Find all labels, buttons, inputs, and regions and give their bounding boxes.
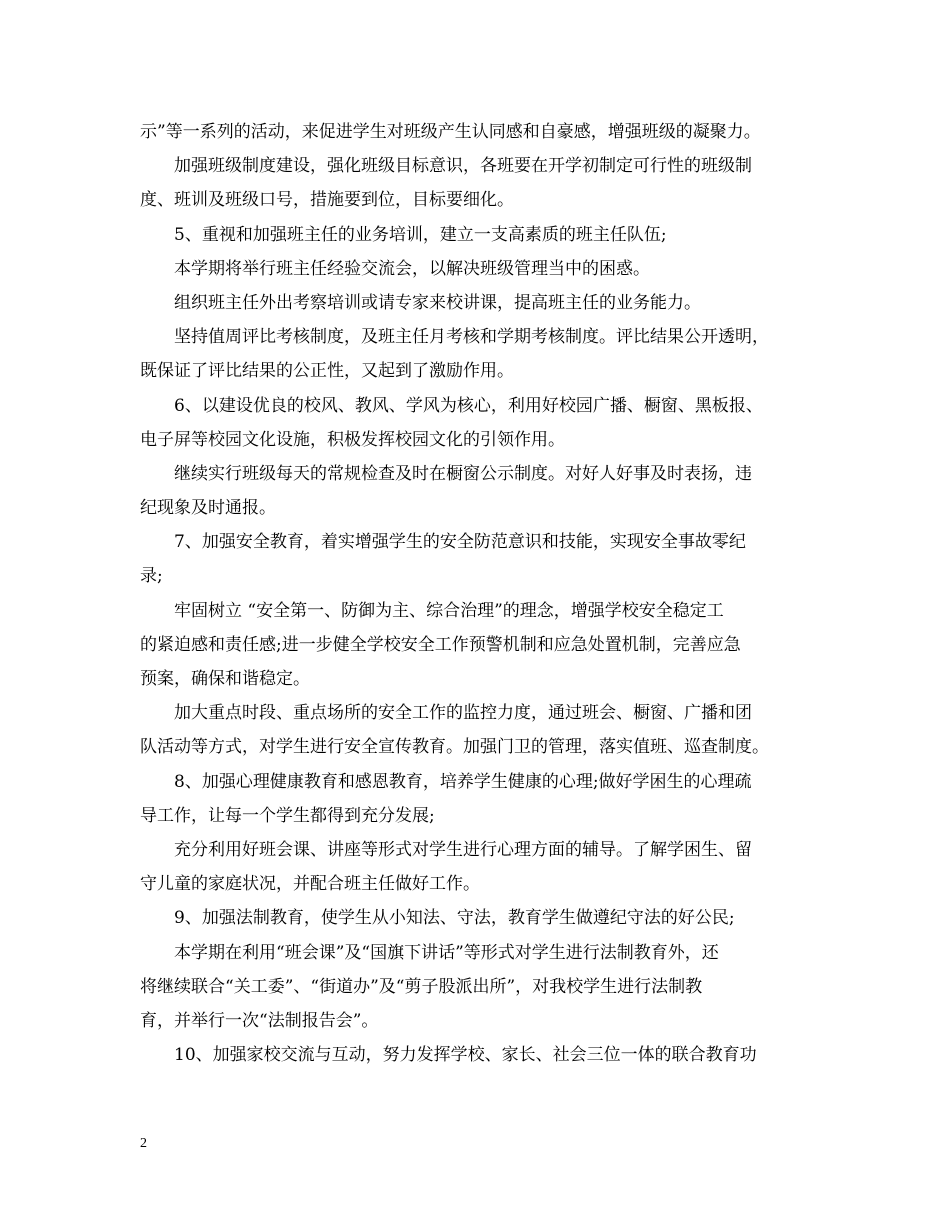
text-line: 纪现象及时通报。 <box>140 498 276 519</box>
text-line: 度、班训及班级口号，措施要到位，目标要细化。 <box>140 190 514 211</box>
text-line: 6、以建设优良的校风、教风、学风为核心，利用好校园广播、橱窗、黑板报、 <box>174 395 763 416</box>
text-line: 8、加强心理健康教育和感恩教育，培养学生健康的心理;做好学困生的心理疏 <box>174 771 752 792</box>
text-line: 7、加强安全教育，着实增强学生的安全防范意识和技能，实现安全事故零纪 <box>174 532 746 553</box>
text-line: 育，并举行一次“法制报告会”。 <box>140 1010 379 1031</box>
text-line: 10、加强家校交流与互动，努力发挥学校、家长、社会三位一体的联合教育功 <box>174 1045 757 1066</box>
text-line: 示”等一系列的活动，来促进学生对班级产生认同感和自豪感，增强班级的凝聚力。 <box>140 122 761 142</box>
text-line: 队活动等方式，对学生进行安全宣传教育。加强门卫的管理，落实值班、巡查制度。 <box>140 737 769 758</box>
text-line: 守儿童的家庭状况，并配合班主任做好工作。 <box>140 874 480 895</box>
text-line: 的紧迫感和责任感;进一步健全学校安全工作预警机制和应急处置机制，完善应急 <box>140 634 741 655</box>
text-line: 既保证了评比结果的公正性，又起到了激励作用。 <box>140 361 514 382</box>
text-line: 加强班级制度建设，强化班级目标意识，各班要在开学初制定可行性的班级制 <box>174 156 752 177</box>
text-line: 9、加强法制教育，使学生从小知法、守法，教育学生做遵纪守法的好公民; <box>174 908 735 929</box>
text-line: 本学期在利用“班会课”及“国旗下讲话”等形式对学生进行法制教育外，还 <box>174 942 719 963</box>
text-line: 本学期将举行班主任经验交流会，以解决班级管理当中的困惑。 <box>174 258 650 279</box>
body-text <box>140 115 812 1072</box>
text-line: 将继续联合“关工委”、“街道办”及“剪子股派出所”，对我校学生进行法制教 <box>140 976 703 997</box>
text-line: 加大重点时段、重点场所的安全工作的监控力度，通过班会、橱窗、广播和团 <box>174 703 752 724</box>
text-line: 坚持值周评比考核制度，及班主任月考核和学期考核制度。评比结果公开透明， <box>174 327 769 348</box>
text-line: 充分利用好班会课、讲座等形式对学生进行心理方面的辅导。了解学困生、留 <box>174 839 752 860</box>
text-line: 录; <box>140 566 163 587</box>
text-line: 牢固树立 “安全第一、防御为主、综合治理”的理念，增强学校安全稳定工 <box>174 600 724 621</box>
text-line: 导工作，让每一个学生都得到充分发展; <box>140 805 435 826</box>
text-line: 组织班主任外出考察培训或请专家来校讲课，提高班主任的业务能力。 <box>174 292 701 313</box>
text-line: 5、重视和加强班主任的业务培训，建立一支高素质的班主任队伍; <box>174 224 667 245</box>
page-number: 2 <box>140 1136 147 1151</box>
text-line: 电子屏等校园文化设施，积极发挥校园文化的引领作用。 <box>140 429 565 450</box>
text-line: 继续实行班级每天的常规检查及时在橱窗公示制度。对好人好事及时表扬，违 <box>174 463 752 484</box>
text-line: 预案，确保和谐稳定。 <box>140 669 310 689</box>
